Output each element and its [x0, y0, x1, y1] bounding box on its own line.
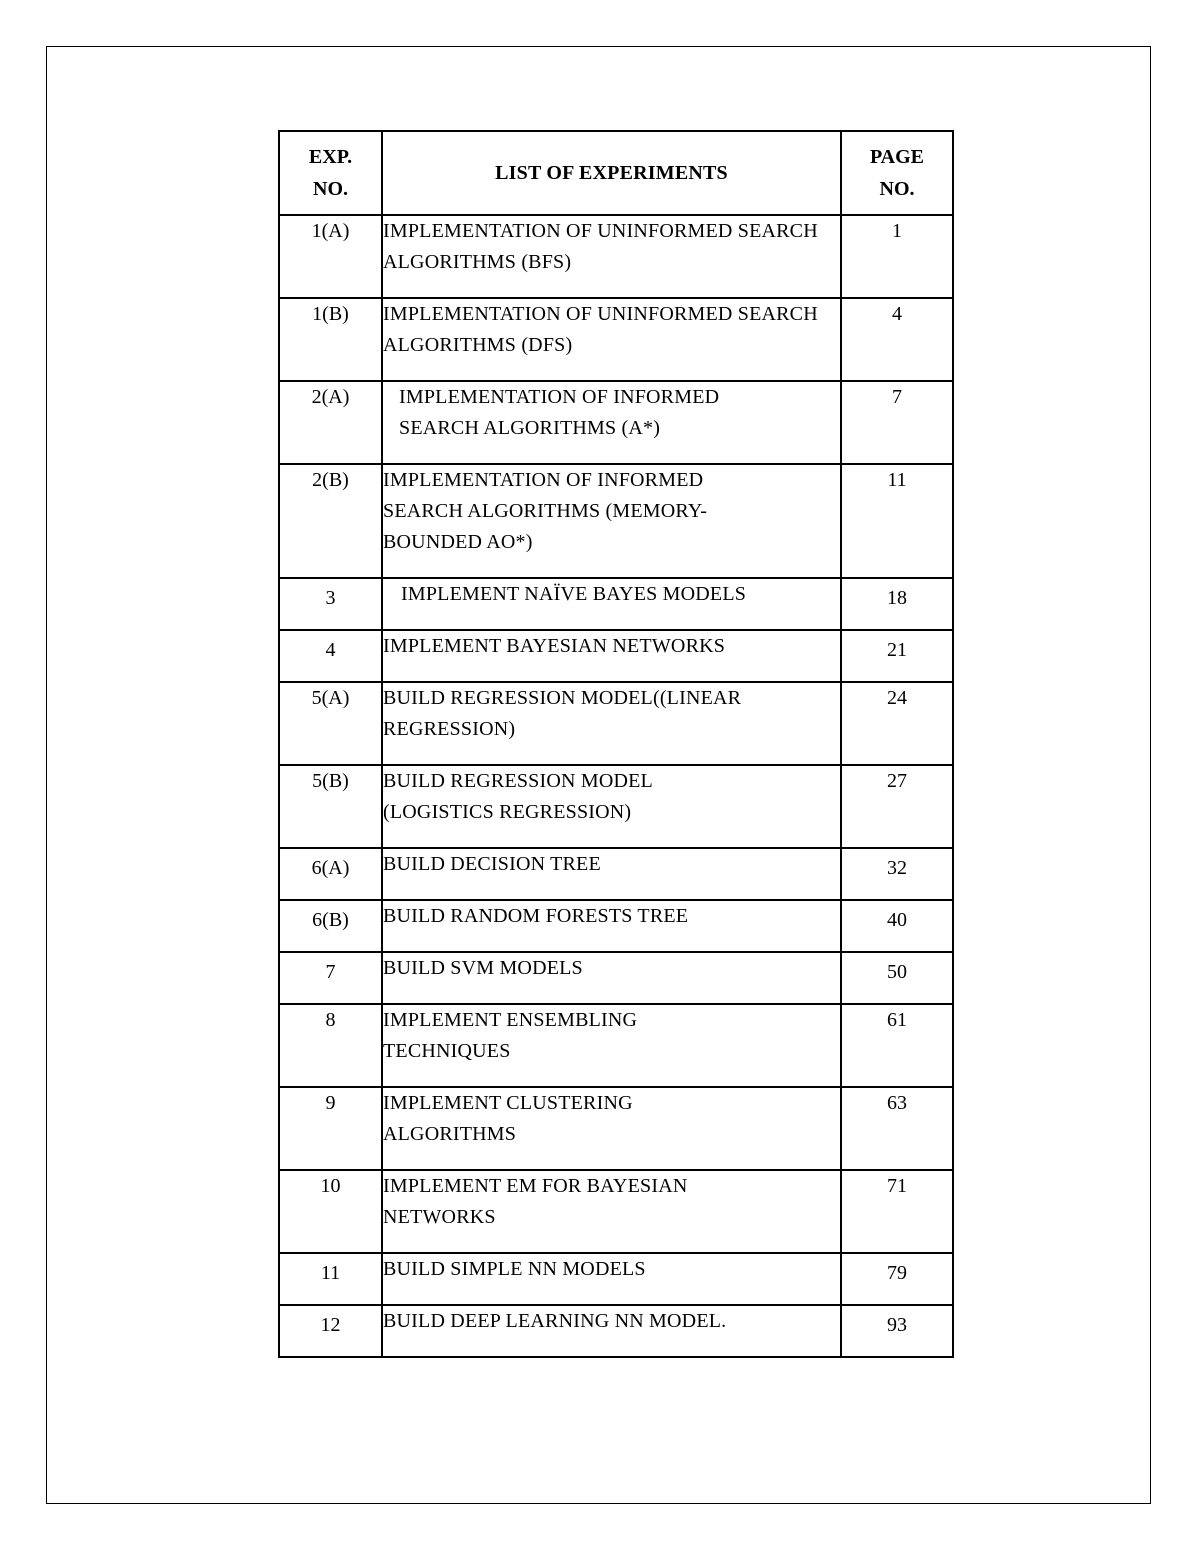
exp-number: 5(A): [279, 682, 382, 765]
table-row: [279, 1305, 953, 1357]
table-row: [279, 765, 953, 848]
experiment-title: BUILD SVM MODELS: [382, 952, 841, 1004]
exp-number: 9: [279, 1087, 382, 1170]
table-row: [279, 298, 953, 381]
exp-number: 3: [279, 578, 382, 630]
page-number: 21: [841, 630, 953, 682]
exp-number: 4: [279, 630, 382, 682]
experiment-title: BUILD SIMPLE NN MODELS: [382, 1253, 841, 1305]
experiment-title: IMPLEMENTATION OF INFORMED SEARCH ALGORITHMS (A*): [382, 381, 841, 464]
header-list-of-experiments: LIST OF EXPERIMENTS: [382, 131, 841, 215]
header-exp-no: EXP. NO.: [279, 131, 382, 215]
exp-number: 11: [279, 1253, 382, 1305]
page-number: 50: [841, 952, 953, 1004]
table-row: [279, 952, 953, 1004]
page-number: 79: [841, 1253, 953, 1305]
page-number: 4: [841, 298, 953, 381]
table-row: [279, 1004, 953, 1087]
header-page-no: PAGE NO.: [841, 131, 953, 215]
experiment-title: IMPLEMENT CLUSTERING ALGORITHMS: [382, 1087, 841, 1170]
exp-number: 2(B): [279, 464, 382, 578]
table-row: [279, 1170, 953, 1253]
table-row: [279, 381, 953, 464]
experiment-title: IMPLEMENTATION OF UNINFORMED SEARCH ALGORITHMS (BFS): [382, 215, 841, 298]
page-number: 40: [841, 900, 953, 952]
experiment-title: IMPLEMENT EM FOR BAYESIAN NETWORKS: [382, 1170, 841, 1253]
table-row: [279, 848, 953, 900]
experiment-title: IMPLEMENTATION OF UNINFORMED SEARCH ALGORITHMS (DFS): [382, 298, 841, 381]
exp-number: 6(A): [279, 848, 382, 900]
page-number: 1: [841, 215, 953, 298]
experiments-table: [278, 130, 954, 1358]
experiment-title: BUILD RANDOM FORESTS TREE: [382, 900, 841, 952]
exp-number: 8: [279, 1004, 382, 1087]
experiment-title: BUILD DECISION TREE: [382, 848, 841, 900]
experiment-title: IMPLEMENT ENSEMBLING TECHNIQUES: [382, 1004, 841, 1087]
page-number: 18: [841, 578, 953, 630]
exp-number: 2(A): [279, 381, 382, 464]
table-row: [279, 1253, 953, 1305]
table-row: [279, 464, 953, 578]
table-row: [279, 900, 953, 952]
experiment-title: IMPLEMENT NAÏVE BAYES MODELS: [382, 578, 841, 630]
table-row: [279, 682, 953, 765]
experiment-title: BUILD REGRESSION MODEL (LOGISTICS REGRESSION): [382, 765, 841, 848]
page-number: 63: [841, 1087, 953, 1170]
experiment-title: IMPLEMENT BAYESIAN NETWORKS: [382, 630, 841, 682]
exp-number: 1(A): [279, 215, 382, 298]
page-number: 7: [841, 381, 953, 464]
table-row: [279, 215, 953, 298]
table-row: [279, 578, 953, 630]
experiment-title: BUILD DEEP LEARNING NN MODEL.: [382, 1305, 841, 1357]
experiment-title: BUILD REGRESSION MODEL((LINEAR REGRESSION): [382, 682, 841, 765]
page-number: 27: [841, 765, 953, 848]
experiment-title: IMPLEMENTATION OF INFORMED SEARCH ALGORITHMS (MEMORY-BOUNDED AO*): [382, 464, 841, 578]
exp-number: 5(B): [279, 765, 382, 848]
table-header-row: [279, 131, 953, 215]
table-row: [279, 630, 953, 682]
table-row: [279, 1087, 953, 1170]
exp-number: 1(B): [279, 298, 382, 381]
page-number: 61: [841, 1004, 953, 1087]
page-number: 71: [841, 1170, 953, 1253]
page-number: 11: [841, 464, 953, 578]
page-number: 24: [841, 682, 953, 765]
exp-number: 7: [279, 952, 382, 1004]
page-number: 93: [841, 1305, 953, 1357]
exp-number: 6(B): [279, 900, 382, 952]
page-number: 32: [841, 848, 953, 900]
exp-number: 10: [279, 1170, 382, 1253]
exp-number: 12: [279, 1305, 382, 1357]
